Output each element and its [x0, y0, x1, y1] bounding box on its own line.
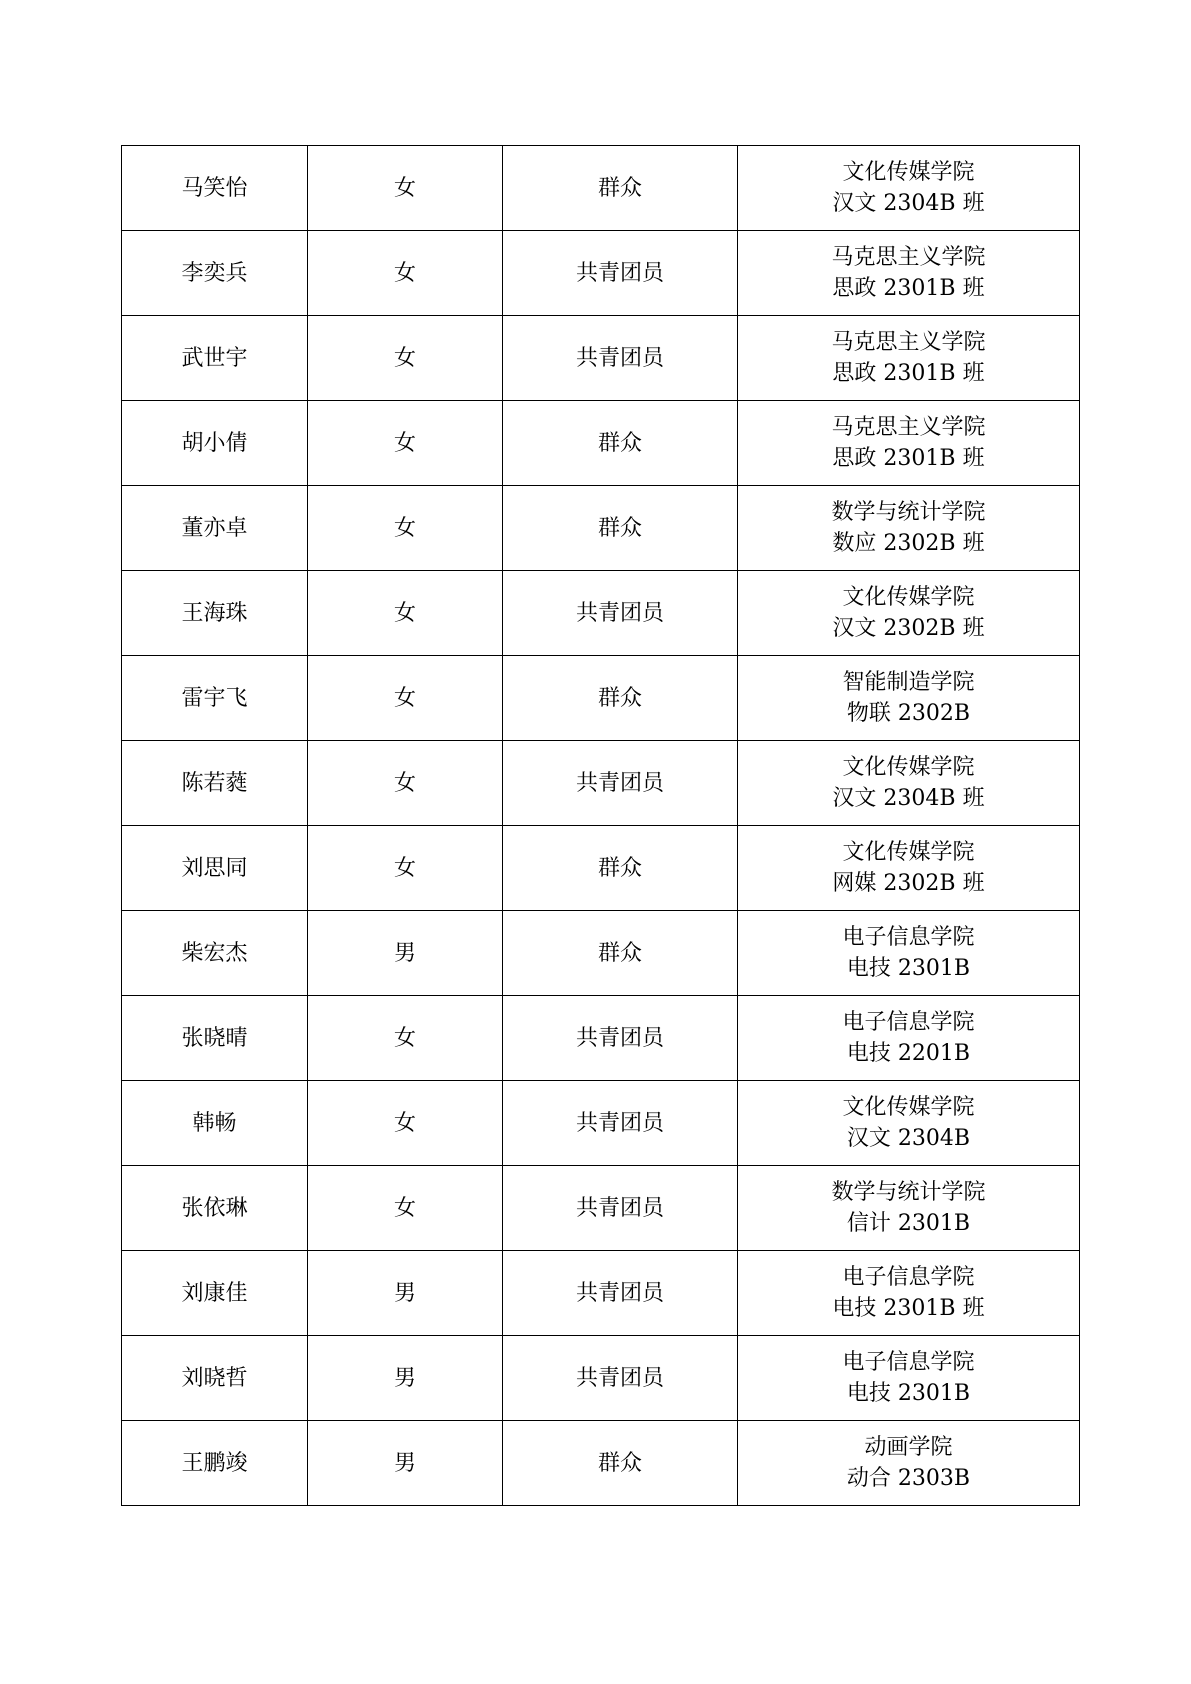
class-text: 电技 2301B 班 — [832, 1296, 985, 1321]
table-row — [122, 656, 1080, 741]
college-text: 马克思主义学院 — [831, 245, 986, 270]
gender-cell: 女 — [308, 1166, 503, 1251]
college-text: 数学与统计学院 — [831, 500, 986, 525]
unit-cell — [738, 1251, 1080, 1336]
class-text: 网媒 2302B 班 — [832, 871, 985, 896]
college-text: 文化传媒学院 — [842, 755, 975, 780]
table-row — [122, 1421, 1080, 1506]
political-status-cell: 群众 — [503, 826, 738, 911]
class-text: 汉文 2302B 班 — [832, 616, 985, 641]
college-text: 智能制造学院 — [842, 670, 975, 695]
name-cell: 刘晓哲 — [122, 1336, 308, 1421]
college-text: 马克思主义学院 — [831, 415, 986, 440]
class-text: 汉文 2304B 班 — [832, 191, 985, 216]
table-row — [122, 571, 1080, 656]
table-row — [122, 486, 1080, 571]
unit-cell — [738, 401, 1080, 486]
political-status-cell: 群众 — [503, 1421, 738, 1506]
name-cell: 王海珠 — [122, 571, 308, 656]
political-status-cell: 共青团员 — [503, 1166, 738, 1251]
name-cell: 李奕兵 — [122, 231, 308, 316]
gender-cell: 女 — [308, 996, 503, 1081]
roster-body — [122, 146, 1080, 1506]
class-text: 电技 2301B — [846, 956, 971, 981]
political-status-cell: 共青团员 — [503, 996, 738, 1081]
class-text: 电技 2201B — [846, 1041, 971, 1066]
unit-cell — [738, 571, 1080, 656]
table-row — [122, 1081, 1080, 1166]
gender-cell: 女 — [308, 231, 503, 316]
table-row — [122, 911, 1080, 996]
gender-cell: 女 — [308, 656, 503, 741]
gender-cell: 女 — [308, 826, 503, 911]
gender-cell: 女 — [308, 401, 503, 486]
political-status-cell: 共青团员 — [503, 571, 738, 656]
class-text: 思政 2301B 班 — [832, 361, 985, 386]
class-text: 信计 2301B — [846, 1211, 971, 1236]
unit-cell — [738, 656, 1080, 741]
unit-cell — [738, 231, 1080, 316]
political-status-cell: 共青团员 — [503, 316, 738, 401]
college-text: 文化传媒学院 — [842, 585, 975, 610]
unit-cell — [738, 996, 1080, 1081]
political-status-cell: 共青团员 — [503, 741, 738, 826]
gender-cell: 男 — [308, 911, 503, 996]
name-cell: 柴宏杰 — [122, 911, 308, 996]
college-text: 电子信息学院 — [842, 1010, 975, 1035]
gender-cell: 男 — [308, 1421, 503, 1506]
unit-cell — [738, 826, 1080, 911]
political-status-cell: 群众 — [503, 486, 738, 571]
table-row — [122, 146, 1080, 231]
college-text: 文化传媒学院 — [842, 160, 975, 185]
table-row — [122, 231, 1080, 316]
table-row — [122, 996, 1080, 1081]
name-cell: 刘康佳 — [122, 1251, 308, 1336]
class-text: 汉文 2304B — [846, 1126, 971, 1151]
class-text: 物联 2302B — [846, 701, 971, 726]
name-cell: 张依琳 — [122, 1166, 308, 1251]
gender-cell: 男 — [308, 1251, 503, 1336]
political-status-cell: 群众 — [503, 146, 738, 231]
college-text: 电子信息学院 — [842, 1265, 975, 1290]
class-text: 电技 2301B — [846, 1381, 971, 1406]
political-status-cell: 群众 — [503, 401, 738, 486]
gender-cell: 女 — [308, 741, 503, 826]
table-row — [122, 1251, 1080, 1336]
name-cell: 董亦卓 — [122, 486, 308, 571]
political-status-cell: 共青团员 — [503, 1336, 738, 1421]
name-cell: 雷宇飞 — [122, 656, 308, 741]
class-text: 思政 2301B 班 — [832, 276, 985, 301]
unit-cell — [738, 1081, 1080, 1166]
table-row — [122, 1166, 1080, 1251]
college-text: 电子信息学院 — [842, 1350, 975, 1375]
name-cell: 张晓晴 — [122, 996, 308, 1081]
table-row — [122, 1336, 1080, 1421]
class-text: 动合 2303B — [846, 1466, 971, 1491]
college-text: 文化传媒学院 — [842, 840, 975, 865]
roster-table — [121, 145, 1080, 1506]
table-row — [122, 401, 1080, 486]
gender-cell: 女 — [308, 316, 503, 401]
unit-cell — [738, 911, 1080, 996]
college-text: 动画学院 — [864, 1435, 953, 1460]
unit-cell — [738, 146, 1080, 231]
unit-cell — [738, 1336, 1080, 1421]
unit-cell — [738, 1166, 1080, 1251]
table-row — [122, 316, 1080, 401]
political-status-cell: 共青团员 — [503, 1081, 738, 1166]
name-cell: 马笑怡 — [122, 146, 308, 231]
name-cell: 刘思同 — [122, 826, 308, 911]
unit-cell — [738, 741, 1080, 826]
gender-cell: 男 — [308, 1336, 503, 1421]
political-status-cell: 群众 — [503, 656, 738, 741]
political-status-cell: 共青团员 — [503, 1251, 738, 1336]
gender-cell: 女 — [308, 486, 503, 571]
unit-cell — [738, 316, 1080, 401]
unit-cell — [738, 486, 1080, 571]
college-text: 数学与统计学院 — [831, 1180, 986, 1205]
college-text: 文化传媒学院 — [842, 1095, 975, 1120]
college-text: 电子信息学院 — [842, 925, 975, 950]
gender-cell: 女 — [308, 571, 503, 656]
gender-cell: 女 — [308, 146, 503, 231]
name-cell: 陈若蕤 — [122, 741, 308, 826]
class-text: 数应 2302B 班 — [832, 531, 985, 556]
table-row — [122, 741, 1080, 826]
political-status-cell: 群众 — [503, 911, 738, 996]
name-cell: 武世宇 — [122, 316, 308, 401]
name-cell: 王鹏竣 — [122, 1421, 308, 1506]
class-text: 汉文 2304B 班 — [832, 786, 985, 811]
class-text: 思政 2301B 班 — [832, 446, 985, 471]
unit-cell — [738, 1421, 1080, 1506]
political-status-cell: 共青团员 — [503, 231, 738, 316]
table-row — [122, 826, 1080, 911]
name-cell: 韩畅 — [122, 1081, 308, 1166]
name-cell: 胡小倩 — [122, 401, 308, 486]
gender-cell: 女 — [308, 1081, 503, 1166]
college-text: 马克思主义学院 — [831, 330, 986, 355]
